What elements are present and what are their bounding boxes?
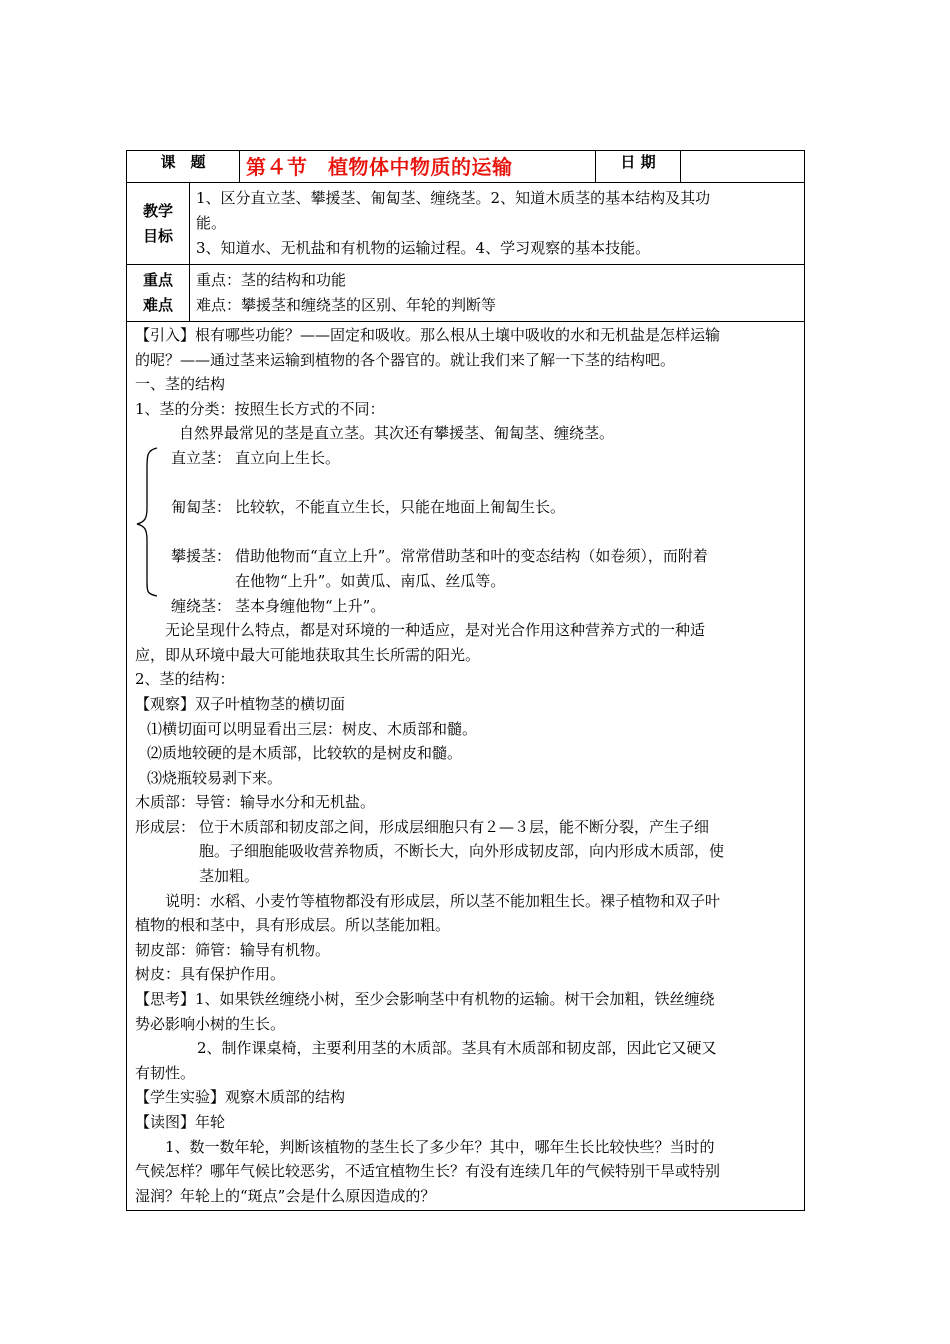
lesson-page — [126, 150, 804, 1211]
stem-type-item: 匍匐茎： 比较软，不能直立生长，只能在地面上匍匐生长。 — [171, 498, 566, 517]
cambium-line: 位于木质部和韧皮部之间，形成层细胞只有２—３层，能不断分裂，产生子细 — [199, 817, 710, 836]
date-label: 日 期 — [596, 151, 681, 183]
think-line: 势必影响小树的生长。 — [135, 1014, 286, 1033]
curly-brace-icon — [135, 446, 165, 598]
bark-line: 树皮：具有保护作用。 — [135, 965, 286, 984]
subsection-heading: 1、茎的分类：按照生长方式的不同： — [135, 399, 385, 418]
read-heading: 【读图】年轮 — [135, 1113, 226, 1131]
observe-item: ⑵质地较硬的是木质部，比较软的是树皮和髓。 — [147, 744, 463, 763]
objective-line: 1、区分直立茎、攀援茎、匍匐茎、缠绕茎。2、知道木质茎的基本结构及其功 — [196, 189, 711, 207]
rings-line: 气候怎样？哪年气候比较恶劣，不适宜植物生长？有没有连续几年的气候特别干旱或特别 — [135, 1162, 721, 1181]
keypoints-row — [127, 265, 805, 322]
stem-types-group — [135, 446, 800, 618]
stem-type-item: 直立茎： 直立向上生长。 — [171, 448, 341, 467]
cambium-label: 形成层： — [135, 817, 196, 836]
lesson-title: 第４节 植物体中物质的运输 — [240, 151, 596, 183]
difficulty-point: 难点：攀援茎和缠绕茎的区别、年轮的判断等 — [196, 296, 497, 314]
subsection-heading: 2、茎的结构： — [135, 670, 235, 689]
paragraph: 应，即从环境中最大可能地获取其生长所需的阳光。 — [135, 645, 481, 664]
note-line: 植物的根和茎中，具有形成层。所以茎能加粗。 — [135, 916, 451, 935]
paragraph: 自然界最常见的茎是直立茎。其次还有攀援茎、匍匐茎、缠绕茎。 — [179, 424, 615, 443]
keypoints-content — [190, 265, 805, 322]
topic-label: 课 题 — [127, 151, 240, 183]
intro-line: 的呢？——通过茎来运输到植物的各个器官的。就让我们来了解一下茎的结构吧。 — [135, 350, 676, 369]
objective-line: 能。 — [196, 214, 227, 232]
keypoints-label: 重点难点 — [127, 265, 190, 322]
section-heading: 一、茎的结构 — [135, 375, 226, 394]
paragraph: 无论呈现什么特点，都是对环境的一种适应，是对光合作用这种营养方式的一种适 — [165, 621, 706, 640]
stem-type-item: 攀援茎： 借助他物而“直立上升”。常常借助茎和叶的变态结构（如卷须），而附着 — [171, 547, 708, 566]
note-line: 说明：水稻、小麦竹等植物都没有形成层，所以茎不能加粗生长。裸子植物和双子叶 — [165, 891, 721, 910]
think-line: 【思考】1、如果铁丝缠绕小树，至少会影响茎中有机物的运输。树干会加粗，铁丝缠绕 — [135, 990, 715, 1009]
phloem-line: 韧皮部：筛管：输导有机物。 — [135, 940, 331, 959]
think-line: 2、制作课桌椅，主要利用茎的木质部。茎具有木质部和韧皮部，因此它又硬又 — [197, 1039, 717, 1058]
key-point: 重点：茎的结构和功能 — [196, 271, 347, 289]
rings-line: 湿润？年轮上的“斑点”会是什么原因造成的？ — [135, 1186, 436, 1205]
stem-type-item: 缠绕茎： 茎本身缠他物“上升”。 — [171, 596, 386, 615]
rings-line: 1、数一数年轮，判断该植物的茎生长了多少年？其中，哪年生长比较快些？当时的 — [165, 1137, 715, 1156]
objective-line: 3、知道水、无机盐和有机物的运输过程。4、学习观察的基本技能。 — [196, 239, 651, 257]
cambium-block — [135, 815, 800, 889]
body-row — [127, 322, 805, 1211]
date-value — [681, 151, 805, 183]
cambium-line: 胞。子细胞能吸收营养物质，不断长大，向外形成韧皮部，向内形成木质部，使 — [199, 842, 725, 861]
header-row — [127, 151, 805, 183]
xylem-line: 木质部：导管：输导水分和无机盐。 — [135, 793, 376, 812]
think-line: 有韧性。 — [135, 1063, 196, 1082]
experiment-heading: 【学生实验】观察木质部的结构 — [135, 1088, 346, 1107]
objectives-label: 教学目标 — [127, 183, 190, 265]
intro-line: 【引入】根有哪些功能？——固定和吸收。那么根从土壤中吸收的水和无机盐是怎样运输 — [135, 326, 721, 344]
lesson-table — [126, 150, 805, 1211]
stem-type-item: 在他物“上升”。如黄瓜、南瓜、丝瓜等。 — [235, 571, 506, 590]
cambium-line: 茎加粗。 — [199, 867, 260, 886]
objectives-row — [127, 183, 805, 265]
objectives-content — [190, 183, 805, 265]
observe-item: ⑴横切面可以明显看出三层：树皮、木质部和髓。 — [147, 719, 478, 738]
observe-heading: 【观察】双子叶植物茎的横切面 — [135, 694, 346, 713]
lesson-body — [127, 322, 805, 1211]
observe-item: ⑶烧瓶较易剥下来。 — [147, 768, 283, 787]
